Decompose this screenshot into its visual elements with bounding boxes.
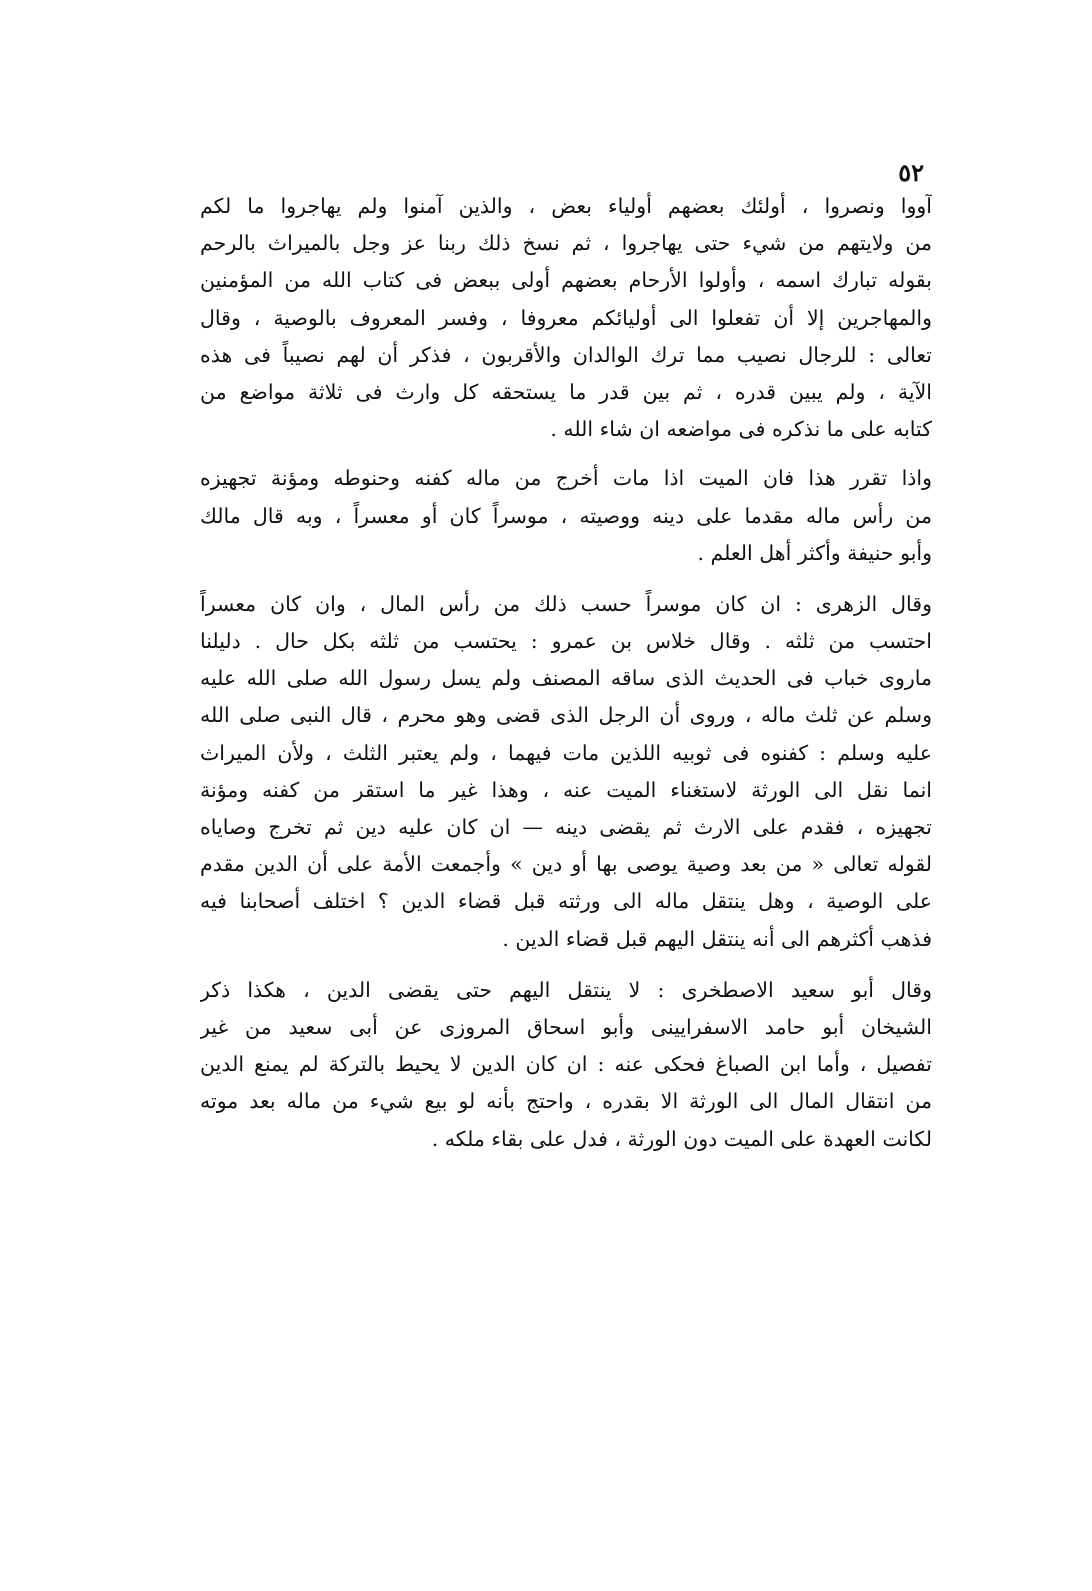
text-line: لقوله تعالى « من بعد وصية يوصى بها أو دين » وأجمعت الأمة على أن الدين مقدم xyxy=(200,852,932,877)
text-line: ماروى خباب فى الحديث الذى ساقه المصنف ولم يسل رسول الله صلى الله عليه xyxy=(200,666,932,691)
text-line: عليه وسلم : كفنوه فى ثوبيه اللذين مات فيهما ، ولم يعتبر الثلث ، ولأن الميراث xyxy=(200,740,932,765)
page-number: ٥٢ xyxy=(898,158,924,187)
text-line: تعالى : للرجال نصيب مما ترك الوالدان والأقربون ، فذكر أن لهم نصيباً فى هذه xyxy=(200,342,932,367)
text-line: من رأس ماله مقدما على دينه ووصيته ، موسراً كان أو معسراً ، وبه قال مالك xyxy=(200,503,932,528)
text-line: والمهاجرين إلا أن تفعلوا الى أوليائكم معروفا ، وفسر المعروف بالوصية ، وقال xyxy=(200,305,932,330)
text-line: احتسب من ثلثه . وقال خلاس بن عمرو : يحتسب من ثلثه بكل حال . دليلنا xyxy=(200,629,932,654)
text-line: واذا تقرر هذا فان الميت اذا مات أخرج من ماله كفنه وحنوطه ومؤنة تجهيزه xyxy=(200,466,932,491)
paragraph-2 xyxy=(200,460,932,572)
text-line: الشيخان أبو حامد الاسفرايينى وأبو اسحاق المروزى عن أبى سعيد من غير xyxy=(200,1014,932,1039)
text-line: تجهيزه ، فقدم على الارث ثم يقضى دينه — ان كان عليه دين ثم تخرج وصاياه xyxy=(200,815,932,839)
paragraph-1 xyxy=(200,188,932,448)
text-line: من انتقال المال الى الورثة الا بقدره ، واحتج بأنه لو بيع شيء من ماله بعد موته xyxy=(200,1089,932,1114)
text-line: وقال أبو سعيد الاصطخرى : لا ينتقل اليهم حتى يقضى الدين ، هكذا ذكر xyxy=(200,977,932,1002)
text-line: الآية ، ولم يبين قدره ، ثم بين قدر ما يستحقه كل وارث فى ثلاثة مواضع من xyxy=(200,379,932,404)
text-line: وسلم عن ثلث ماله ، وروى أن الرجل الذى قضى وهو محرم ، قال النبى صلى الله xyxy=(200,703,932,728)
text-line: كتابه على ما نذكره فى مواضعه ان شاء الله . xyxy=(550,417,932,442)
text-line: وقال الزهرى : ان كان موسراً حسب ذلك من رأس المال ، وان كان معسراً xyxy=(200,591,932,616)
text-line: لكانت العهدة على الميت دون الورثة ، فدل على بقاء ملكه . xyxy=(431,1126,932,1151)
paragraph-3 xyxy=(200,586,932,958)
text-line: على الوصية ، وهل ينتقل ماله الى ورثته قبل قضاء الدين ؟ اختلف أصحابنا فيه xyxy=(200,889,932,914)
text-line: بقوله تبارك اسمه ، وأولوا الأرحام بعضهم أولى ببعض فى كتاب الله من المؤمنين xyxy=(200,268,932,293)
text-line: وأبو حنيفة وأكثر أهل العلم . xyxy=(697,540,932,565)
paragraph-4 xyxy=(200,972,932,1158)
text-line: انما نقل الى الورثة لاستغناء الميت عنه ، وهذا غير ما استقر من كفنه ومؤنة xyxy=(200,777,932,802)
text-line: فذهب أكثرهم الى أنه ينتقل اليهم قبل قضاء الدين . xyxy=(502,926,932,951)
body-text xyxy=(200,188,932,1172)
text-line: تفصيل ، وأما ابن الصباغ فحكى عنه : ان كان الدين لا يحيط بالتركة لم يمنع الدين xyxy=(200,1052,932,1077)
text-line: آووا ونصروا ، أولئك بعضهم أولياء بعض ، والذين آمنوا ولم يهاجروا ما لكم xyxy=(200,194,932,218)
text-line: من ولايتهم من شيء حتى يهاجروا ، ثم نسخ ذلك ربنا عز وجل بالميراث بالرحم xyxy=(200,231,932,256)
